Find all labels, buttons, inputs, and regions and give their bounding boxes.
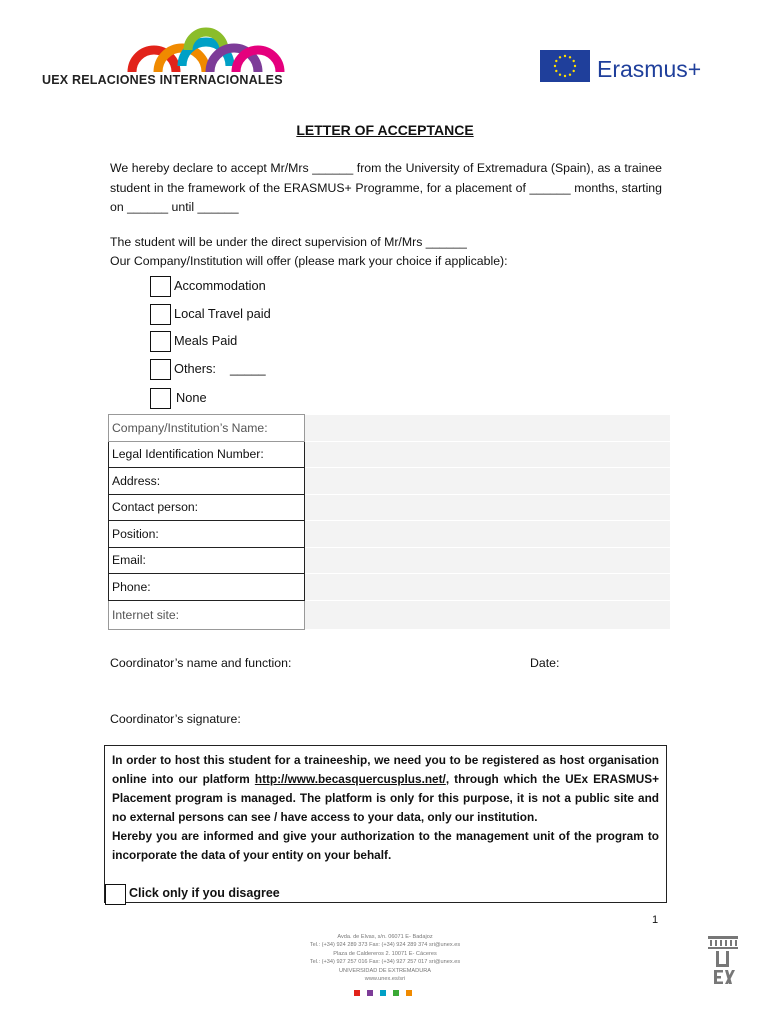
offer-line: Our Company/Institution will offer (please mark your choice if applicable): (110, 254, 508, 268)
accommodation-checkbox[interactable] (150, 276, 171, 297)
uex-logo-arcs (118, 26, 318, 74)
footer-line: Avda. de Elvas, s/n. 06071 E- Badajoz (337, 934, 433, 940)
company-info-table (108, 414, 670, 630)
uex-column-logo-icon (706, 934, 740, 986)
email-label: Email: (109, 547, 305, 574)
company-name-field[interactable] (305, 415, 671, 442)
erasmus-logo-text: Erasmus+ (597, 56, 702, 82)
table-row (109, 547, 671, 574)
square-purple (367, 990, 373, 996)
notice-box (104, 745, 667, 903)
footer-line: Tel.: (+34) 927 257 016 Fax: (+34) 927 257 017 sri@unex.es (309, 959, 461, 966)
none-label: None (176, 390, 207, 405)
contact-person-label: Contact person: (109, 494, 305, 521)
meals-label: Meals Paid (174, 333, 238, 348)
legal-id-field[interactable] (305, 441, 671, 468)
others-label: Others: (174, 361, 216, 376)
footer-line: UNIVERSIDAD DE EXTREMADURA (339, 967, 431, 974)
footer-address (240, 933, 530, 983)
supervision-line: The student will be under the direct supervision of Mr/Mrs ______ (110, 235, 467, 249)
date-label: Date: (530, 656, 560, 670)
others-blank: _____ (230, 361, 266, 376)
table-row (109, 494, 671, 521)
notice-text-before-link: In order to host this student for a traineeship, we need you to be registered as host organisation online into our platform (112, 753, 659, 786)
legal-id-label: Legal Identification Number: (109, 441, 305, 468)
local-travel-checkbox[interactable] (150, 304, 171, 325)
coordinator-signature-label: Coordinator’s signature: (110, 712, 241, 726)
notice-paragraph (112, 751, 659, 827)
footer-color-squares (354, 983, 419, 989)
logo-text: UEX RELACIONES INTERNACIONALES (42, 73, 283, 87)
meals-checkbox[interactable] (150, 331, 171, 352)
phone-field[interactable] (305, 574, 671, 601)
position-label: Position: (109, 521, 305, 548)
internet-site-label: Internet site: (109, 600, 305, 629)
none-checkbox[interactable] (150, 388, 171, 409)
authorization-paragraph: Hereby you are informed and give your authorization to the management unit of the program to incorporate the data of your entity on your behalf. (112, 829, 659, 862)
others-checkbox[interactable] (150, 359, 171, 380)
footer-line: Tel.: (+34) 924 289 373 Fax: (+34) 924 289 374 sri@unex.es (309, 942, 461, 949)
footer-line: Plaza de Caldereros 2. 10071 E- Cáceres (333, 950, 437, 957)
notice-text-after-link: , through which the UEx ERASMUS+ Placement program is managed. The platform is only for this purpose, it is not a public site and no external persons can see / have access to your data, only our institution. (112, 772, 659, 824)
table-row (109, 574, 671, 601)
email-field[interactable] (305, 547, 671, 574)
table-row (109, 600, 671, 629)
table-row (109, 415, 671, 442)
position-field[interactable] (305, 521, 671, 548)
address-field[interactable] (305, 468, 671, 495)
declaration-paragraph: We hereby declare to accept Mr/Mrs ______ from the University of Extremadura (Spain), as a trainee student in the framework of the ERASMUS+ Programme, for a placement of ______ months, starting on ______ until ______ (110, 161, 662, 214)
local-travel-label: Local Travel paid (174, 306, 271, 321)
coordinator-name-label: Coordinator’s name and function: (110, 656, 292, 670)
internet-site-field[interactable] (305, 600, 671, 629)
contact-person-field[interactable] (305, 494, 671, 521)
disagree-checkbox[interactable] (105, 884, 126, 905)
table-row (109, 468, 671, 495)
table-row (109, 521, 671, 548)
eu-flag-icon (540, 50, 590, 82)
square-blue (380, 990, 386, 996)
square-green (393, 990, 399, 996)
address-label: Address: (109, 468, 305, 495)
disagree-label: Click only if you disagree (129, 886, 280, 900)
footer-line: www.unex.es/sri (364, 976, 406, 983)
square-red (354, 990, 360, 996)
page-number: 1 (652, 914, 659, 926)
accommodation-label: Accommodation (174, 278, 266, 293)
table-row (109, 441, 671, 468)
phone-label: Phone: (109, 574, 305, 601)
square-orange (406, 990, 412, 996)
platform-link[interactable]: http://www.becasquercusplus.net/ (254, 772, 446, 786)
page-title: LETTER OF ACCEPTANCE (296, 122, 474, 138)
company-name-label: Company/Institution’s Name: (109, 415, 305, 442)
